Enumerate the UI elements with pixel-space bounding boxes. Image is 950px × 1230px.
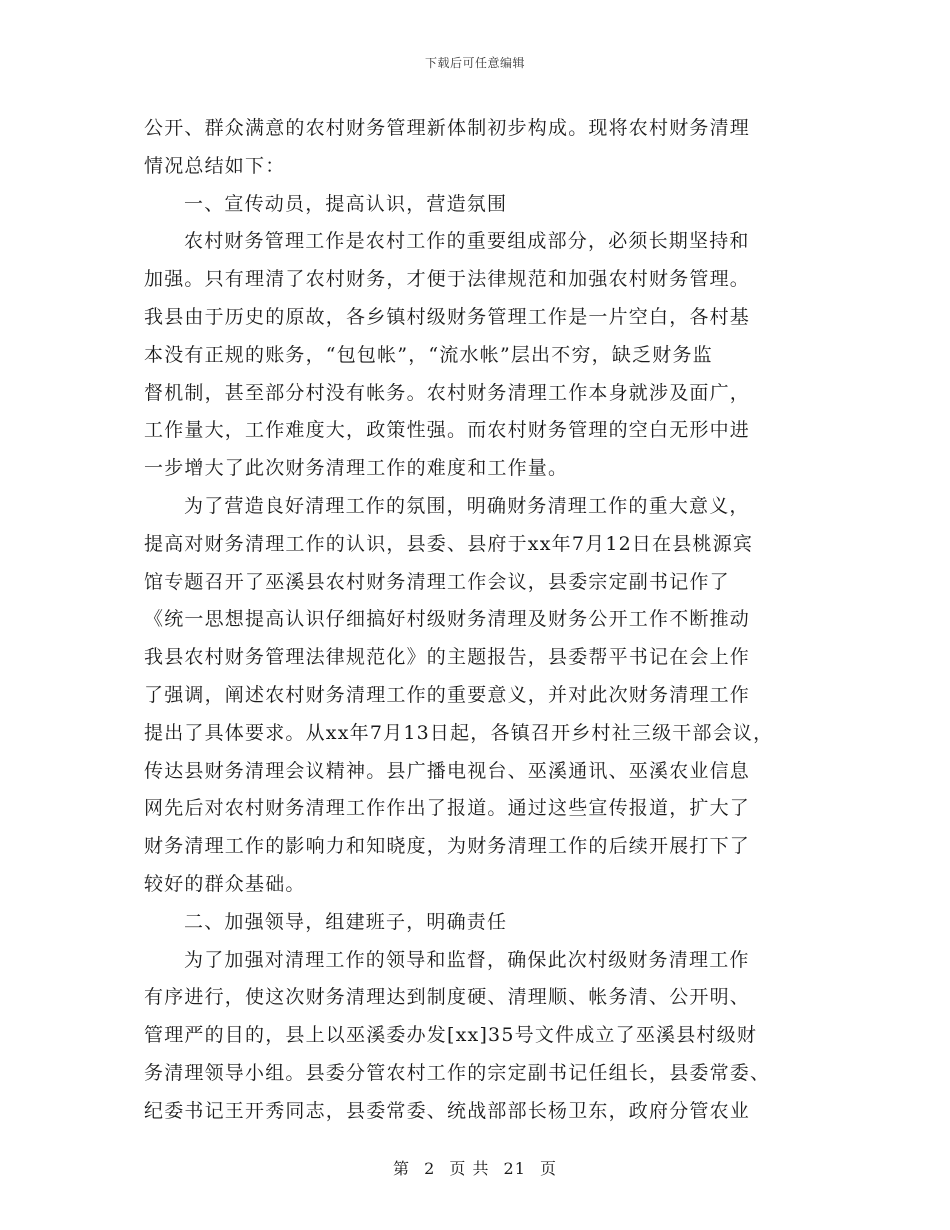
header-note: 下载后可任意编辑: [424, 56, 525, 70]
text-line: 督机制，甚至部分村没有帐务。农村财务清理工作本身就涉及面广，: [144, 381, 751, 404]
text-line: 有序进行，使这次财务清理达到制度硬、清理顺、帐务清、公开明、: [144, 986, 751, 1009]
text-line: 情况总结如下：: [144, 154, 286, 177]
footer-total-pages: 21: [503, 1159, 526, 1178]
text-line: 为了加强对清理工作的领导和监督，确保此次村级财务清理工作: [184, 948, 750, 971]
text-line: 较好的群众基础。: [144, 872, 306, 895]
text-line: 我县农村财务管理法律规范化》的主题报告，县委帮平书记在会上作: [144, 646, 751, 669]
footer-prefix: 第: [392, 1159, 410, 1178]
text-line: 馆专题召开了巫溪县农村财务清理工作会议，县委宗定副书记作了: [144, 570, 730, 593]
text-line: 提高对财务清理工作的认识，县委、县府于xx年7月12日在县桃源宾: [144, 532, 754, 555]
text-line: 公开、群众满意的农村财务管理新体制初步构成。现将农村财务清理: [144, 117, 751, 139]
page-footer: [0, 1156, 950, 1179]
text-line: 本没有正规的账务，“包包帐”，“流水帐”层出不穷，缺乏财务监: [144, 343, 713, 366]
document-body: [0, 110, 950, 1131]
footer-suffix: 页: [540, 1159, 558, 1178]
text-line: 网先后对农村财务清理工作作出了报道。通过这些宣传报道，扩大了: [144, 797, 751, 820]
text-line: 二、加强领导，组建班子，明确责任: [184, 910, 508, 933]
text-line: 管理严的目的，县上以巫溪委办发[xx]35号文件成立了巫溪县村级财: [144, 1024, 758, 1047]
text-line: 财务清理工作的影响力和知晓度，为财务清理工作的后续开展打下了: [144, 835, 751, 858]
text-line: 了强调，阐述农村财务清理工作的重要意义，并对此次财务清理工作: [144, 683, 751, 706]
text-line: 纪委书记王开秀同志，县委常委、统战部部长杨卫东，政府分管农业: [144, 1099, 751, 1122]
text-line: 《统一思想提高认识仔细搞好村级财务清理及财务公开工作不断推动: [144, 608, 751, 631]
text-line: 提出了具体要求。从xx年7月13日起，各镇召开乡村社三级干部会议，: [144, 721, 774, 744]
text-line: 一步增大了此次财务清理工作的难度和工作量。: [144, 457, 569, 480]
text-line: 务清理领导小组。县委分管农村工作的宗定副书记任组长，县委常委、: [144, 1061, 771, 1084]
text-line: 加强。只有理清了农村财务，才便于法律规范和加强农村财务管理。: [144, 268, 751, 291]
footer-page-number: 2: [424, 1159, 436, 1178]
text-line: 我县由于历史的原故，各乡镇村级财务管理工作是一片空白，各村基: [144, 305, 751, 328]
text-line: 一、宣传动员，提高认识，营造氛围: [184, 192, 508, 215]
text-line: 传达县财务清理会议精神。县广播电视台、巫溪通讯、巫溪农业信息: [144, 759, 751, 782]
text-line: 农村财务管理工作是农村工作的重要组成部分，必须长期坚持和: [184, 230, 750, 253]
text-line: 为了营造良好清理工作的氛围，明确财务清理工作的重大意义，: [184, 494, 750, 517]
footer-middle: 页 共: [449, 1159, 490, 1178]
text-line: 工作量大，工作难度大，政策性强。而农村财务管理的空白无形中进: [144, 419, 751, 442]
